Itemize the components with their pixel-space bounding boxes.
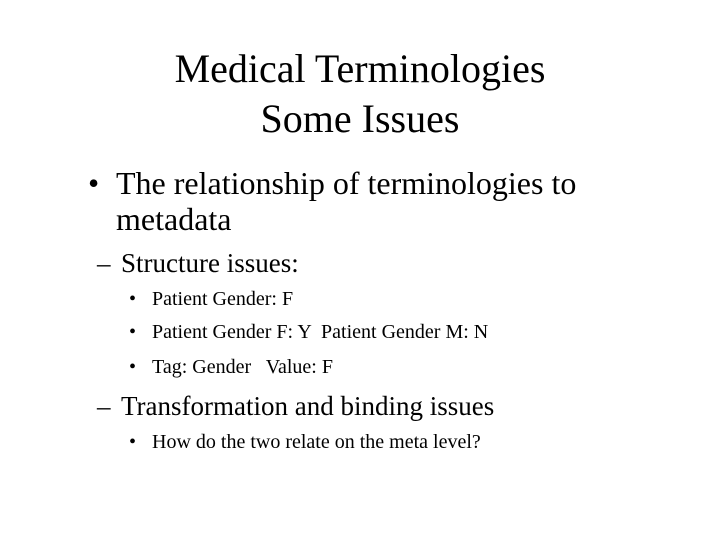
- title-line-1: Medical Terminologies: [174, 46, 546, 91]
- main-bullet-point: [88, 165, 648, 237]
- list-item: [129, 355, 333, 379]
- sub-point-text: Structure issues:: [121, 248, 299, 278]
- sub-point-structure: [97, 247, 299, 279]
- main-bullet-text: The relationship of terminologies to metadata: [116, 165, 577, 237]
- list-item-text: Tag: Gender Value: F: [152, 356, 333, 378]
- title-line-2: Some Issues: [260, 96, 460, 141]
- list-item-text: Patient Gender: F: [152, 288, 294, 310]
- bullet-icon: •: [129, 321, 137, 343]
- list-item-text: Patient Gender F: Y Patient Gender M: N: [152, 321, 489, 343]
- dash-icon: –: [97, 391, 111, 421]
- slide-title: [0, 44, 720, 144]
- bullet-icon: •: [129, 356, 137, 378]
- bullet-icon: •: [129, 431, 137, 453]
- list-item: [129, 430, 481, 454]
- list-item-text: How do the two relate on the meta level?: [152, 431, 481, 453]
- list-item: [129, 320, 488, 344]
- sub-point-transformation: [97, 390, 494, 422]
- dash-icon: –: [97, 248, 111, 278]
- bullet-icon: •: [129, 288, 137, 310]
- sub-point-text: Transformation and binding issues: [121, 391, 495, 421]
- bullet-icon: •: [88, 165, 100, 201]
- list-item: [129, 287, 293, 311]
